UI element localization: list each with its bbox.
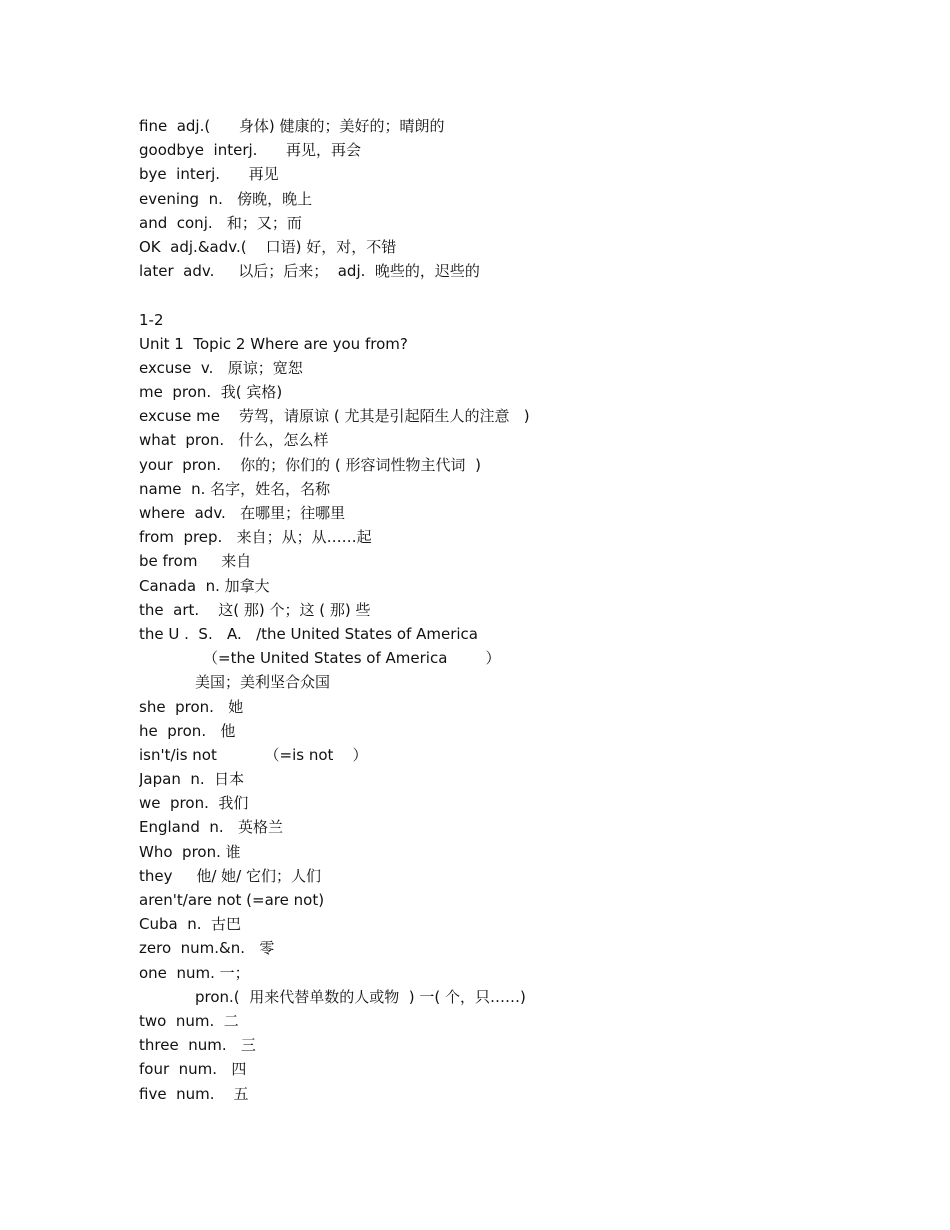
vocab-line: OK adj.&adv.( 口语) 好，对，不错 xyxy=(139,237,397,256)
vocab-line: be from 来自 xyxy=(139,552,252,571)
vocab-line: me pron. 我( 宾格) xyxy=(139,383,283,402)
vocab-line: goodbye interj. 再见，再会 xyxy=(139,141,362,160)
vocab-line: we pron. 我们 xyxy=(139,794,249,813)
vocab-line: fine adj.( 身体) 健康的；美好的；晴朗的 xyxy=(139,117,445,135)
vocab-line: name n. 名字，姓名，名称 xyxy=(139,479,331,498)
vocab-line: what pron. 什么，怎么样 xyxy=(139,431,329,450)
vocab-line: （=the United States of America ） xyxy=(203,649,501,668)
vocab-line: isn't/is not （=is not ） xyxy=(139,745,368,764)
vocab-line: the U . S. A. /the United States of America xyxy=(139,624,478,643)
vocab-line: and conj. 和；又；而 xyxy=(139,213,302,232)
vocab-line: two num. 二 xyxy=(139,1011,239,1030)
blank-line xyxy=(139,283,899,307)
vocab-line: the art. 这( 那) 个；这 ( 那) 些 xyxy=(139,600,371,619)
vocab-line: bye interj. 再见 xyxy=(139,165,279,184)
vocab-line: excuse v. 原谅；宽恕 xyxy=(139,358,303,377)
vocab-line: five num. 五 xyxy=(139,1084,249,1103)
vocab-line: Cuba n. 古巴 xyxy=(139,915,242,934)
vocab-line: she pron. 她 xyxy=(139,697,244,716)
vocabulary-list xyxy=(139,114,899,1106)
vocab-line: later adv. 以后；后来； adj. 晚些的，迟些的 xyxy=(139,262,480,281)
vocab-line: evening n. 傍晚，晚上 xyxy=(139,189,313,208)
vocab-line: aren't/are not (=are not) xyxy=(139,891,325,909)
vocab-line: from prep. 来自；从；从……起 xyxy=(139,528,372,547)
vocab-line: Who pron. 谁 xyxy=(139,842,241,861)
vocab-line: four num. 四 xyxy=(139,1060,247,1079)
vocab-line: they 他/ 她/ 它们；人们 xyxy=(139,866,321,885)
vocab-line: where adv. 在哪里；往哪里 xyxy=(139,504,346,522)
vocab-line: pron.( 用来代替单数的人或物 ) 一( 个，只……) xyxy=(195,987,526,1006)
vocab-line: Canada n. 加拿大 xyxy=(139,576,270,595)
vocab-line: England n. 英格兰 xyxy=(139,818,284,837)
vocab-line: 美国；美利坚合众国 xyxy=(195,673,331,692)
vocab-line: he pron. 他 xyxy=(139,721,236,740)
vocab-line: Japan n. 日本 xyxy=(139,770,245,789)
vocab-line: your pron. 你的；你们的 ( 形容词性物主代词 ) xyxy=(139,455,481,474)
vocab-line: 1-2 xyxy=(139,310,164,329)
vocab-line: zero num.&n. 零 xyxy=(139,939,275,958)
vocab-line: three num. 三 xyxy=(139,1036,256,1055)
vocab-line: excuse me 劳驾，请原谅 ( 尤其是引起陌生人的注意 ) xyxy=(139,407,530,426)
vocab-line: Unit 1 Topic 2 Where are you from? xyxy=(139,334,408,353)
vocab-line: one num. 一； xyxy=(139,963,250,982)
